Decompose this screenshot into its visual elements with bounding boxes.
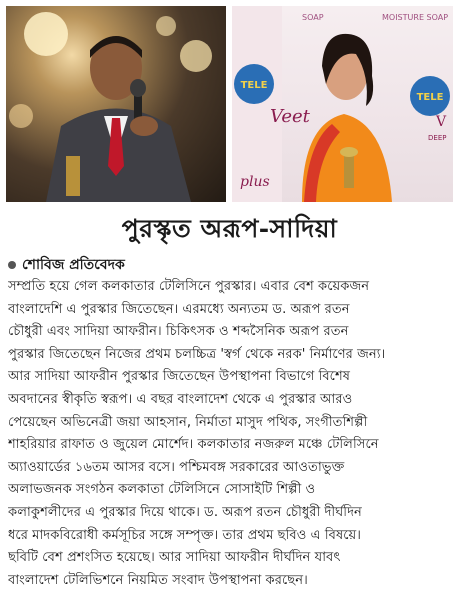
presenter-illustration — [232, 6, 453, 202]
veet-logo-text: Veet — [270, 106, 310, 127]
article-body — [8, 276, 452, 592]
article-line: চৌধুরী এবং সাদিয়া আফরীন। চিকিৎসক ও শব্দসৈনিক অরূপ রতন — [8, 324, 349, 340]
article-line: সম্প্রতি হয়ে গেল কলকাতার টেলিসিনে পুরস্কার। এবার বেশ কয়েকজন — [8, 279, 370, 294]
article-line: বাংলাদেশি এ পুরস্কার জিতেছেন। এরমধ্যে অন্যতম ড. অরূপ রতন — [8, 301, 350, 317]
stage-light — [9, 104, 33, 128]
soap-banner-text: SOAP — [302, 13, 324, 22]
article-line: আর সাদিয়া আফরীন পুরস্কার জিতেছেন উপস্থাপনা বিভাগে বিশেষ — [8, 369, 351, 385]
bullet-icon — [8, 261, 16, 269]
article-line: ধরে মাদকবিরোধী কর্মসূচির সঙ্গে সম্পৃক্ত। তার প্রথম ছবিও এ বিষয়ে। — [8, 527, 361, 543]
hand — [130, 116, 158, 136]
tele-badge-text: TELE — [416, 92, 444, 103]
article-line: অ্যাওয়ার্ডের ১৬তম আসর বসে। পশ্চিমবঙ্গ সরকারের আওতাভুক্ত — [8, 459, 345, 475]
headline: পুরস্কৃত অরূপ-সাদিয়া — [121, 214, 338, 243]
article-line: অলাভজনক সংগঠন কলকাতা টেলিসিনে সোসাইটি শিল্পী ও — [8, 482, 316, 498]
backdrop-left — [232, 6, 282, 202]
article-line: পুরস্কার জিতেছেন নিজের প্রথম চলচ্চিত্র 'স্বর্গ থেকে নরক' নির্মাণের জন্য। — [8, 346, 386, 362]
article-line: ছবিটি বেশ প্রশংসিত হয়েছে। আর সাদিয়া আফরীন দীর্ঘদিন যাবৎ — [8, 550, 341, 566]
photo-presenter — [232, 6, 453, 202]
award-top — [340, 147, 358, 157]
microphone-head — [130, 79, 146, 97]
article-line: বাংলাদেশ টেলিভিশনে নিয়মিত সংবাদ উপস্থাপনা করছেন। — [8, 572, 308, 588]
headline-band — [6, 206, 453, 252]
photo-strip — [6, 6, 453, 202]
tele-badge-text: TELE — [240, 80, 268, 91]
article-line: শাহরিয়ার রাফাত ও জুয়েল মোর্শেদ। কলকাতার নজরুল মঞ্চে টেলিসিনে — [8, 437, 379, 453]
article-line: পেয়েছেন অভিনেত্রী জয়া আহসান, নির্মাতা মাসুদ পথিক, সংগীতশিল্পী — [8, 414, 368, 430]
article-line: কলাকুশলীদের এ পুরস্কার দিয়ে থাকে। ড. অরূপ রতন চৌধুরী দীর্ঘদিন — [8, 504, 362, 520]
plus-logo-text: plus — [240, 174, 270, 190]
article-line: অবদানের স্বীকৃতি স্বরূপ। এ বছর বাংলাদেশ থেকে এ পুরস্কার আরও — [8, 391, 353, 407]
award-statue — [66, 156, 80, 196]
speaker-illustration — [6, 6, 226, 202]
stage-light — [24, 12, 68, 56]
award-trophy — [344, 154, 354, 188]
v-logo-text: V — [436, 114, 447, 130]
stage-light — [180, 40, 212, 72]
stage-light — [156, 16, 176, 36]
byline-text: শোবিজ প্রতিবেদক — [22, 257, 125, 273]
deep-logo-text: DEEP — [428, 134, 447, 142]
byline — [8, 254, 448, 276]
moisture-banner-text: MOISTURE SOAP — [382, 13, 449, 22]
photo-speaker — [6, 6, 226, 202]
